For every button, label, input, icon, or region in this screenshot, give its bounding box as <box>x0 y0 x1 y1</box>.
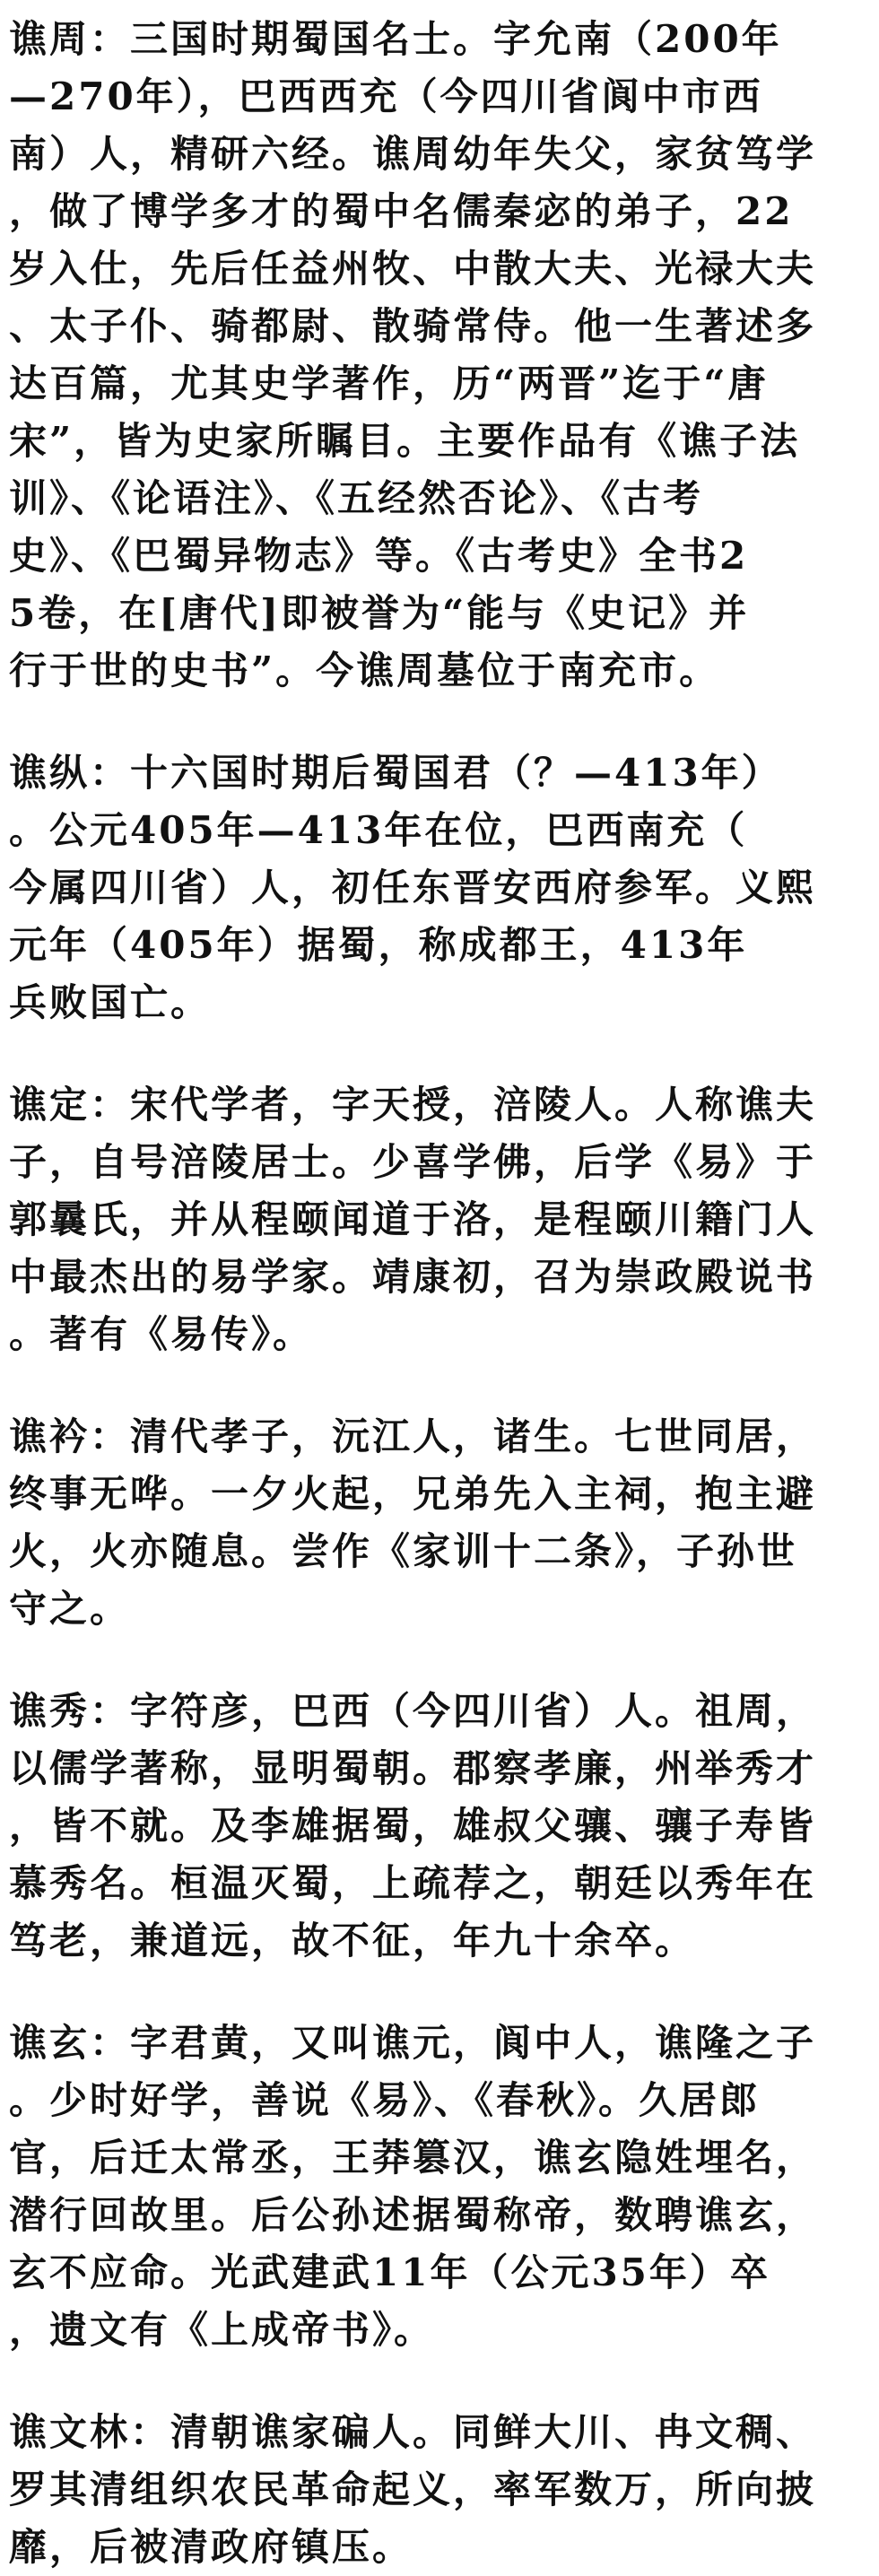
text-line: 子，自号涪陵居士。少喜学佛，后学《易》于 <box>9 1140 817 1184</box>
biography-entry <box>9 11 870 700</box>
text-line: 火，火亦随息。尝作《家训十二条》，子孙世 <box>9 1529 798 1573</box>
text-line: 今属四川省）人，初任东晋安西府参军。义熙 <box>9 866 817 909</box>
text-line: 玄不应命。光武建武11年（公元35年）卒 <box>9 2250 770 2294</box>
text-line: ，遗文有《上成帝书》。 <box>9 2308 435 2352</box>
biography-entry <box>9 1408 870 1638</box>
biography-entry <box>9 2404 870 2576</box>
text-line: 达百篇，尤其史学著作，历“两晋”迄于“唐 <box>9 361 769 405</box>
text-line: 。著有《易传》。 <box>9 1312 314 1356</box>
text-line: 南）人，精研六经。谯周幼年失父，家贫笃学 <box>9 132 817 176</box>
text-line: 训》、《论语注》、《五经然否论》、《古考 <box>9 476 704 520</box>
biography-entry <box>9 1683 870 1970</box>
text-line: 潜行回故里。后公孙述据蜀称帝，数聘谯玄， <box>9 2193 817 2237</box>
text-line: 谯玄：字君黄，又叫谯元，阆中人，谯隆之子 <box>9 2021 817 2065</box>
text-line: 谯纵：十六国时期后蜀国君（？—413年） <box>9 751 782 795</box>
text-line: 终事无哗。一夕火起，兄弟先入主祠，抱主避 <box>9 1472 817 1516</box>
text-line: 中最杰出的易学家。靖康初，召为崇政殿说书 <box>9 1255 817 1299</box>
text-line: 。少时好学，善说《易》、《春秋》。久居郎 <box>9 2078 761 2122</box>
biography-list <box>9 11 870 2576</box>
text-line: 谯定：宋代学者，字天授，涪陵人。人称谯夫 <box>9 1083 817 1127</box>
text-line: 。公元405年—413年在位，巴西南充（ <box>9 808 748 852</box>
text-line: ，做了博学多才的蜀中名儒秦宓的弟子，22 <box>9 189 794 233</box>
text-line: 岁入仕，先后任益州牧、中散大夫、光禄大夫 <box>9 247 817 291</box>
text-line: 兵败国亡。 <box>9 980 212 1024</box>
text-line: 、太子仆、骑都尉、散骑常侍。他一生著述多 <box>9 304 817 348</box>
text-line: 谯秀：字符彦，巴西（今四川省）人。祖周， <box>9 1689 817 1733</box>
biography-entry <box>9 2015 870 2359</box>
text-line: —270年），巴西西充（今四川省阆中市西 <box>9 74 763 118</box>
text-line: 谯周：三国时期蜀国名士。字允南（200年 <box>9 17 782 61</box>
text-line: ，皆不就。及李雄据蜀，雄叔父骧、骧子寿皆 <box>9 1804 817 1848</box>
text-line: 元年（405年）据蜀，称成都王，413年 <box>9 923 748 967</box>
text-line: 谯衿：清代孝子，沅江人，诸生。七世同居， <box>9 1414 817 1458</box>
text-line: 5卷，在[唐代]即被誉为“能与《史记》并 <box>9 591 750 635</box>
text-line: 史》、《巴蜀异物志》等。《古考史》全书2 <box>9 534 749 578</box>
text-line: 靡，后被清政府镇压。 <box>9 2525 413 2569</box>
text-line: 慕秀名。桓温灭蜀，上疏荐之，朝廷以秀年在 <box>9 1861 817 1905</box>
text-line: 行于世的史书”。今谯周墓位于南充市。 <box>9 648 720 692</box>
biography-entry <box>9 1076 870 1363</box>
text-line: 郭曩氏，并从程颐闻道于洛，是程颐川籍门人 <box>9 1197 817 1241</box>
text-line: 官，后迁太常丞，王莽篡汉，谯玄隐姓埋名， <box>9 2136 817 2180</box>
text-line: 守之。 <box>9 1587 131 1631</box>
text-line: 谯文林：清朝谯家碥人。同鲜大川、冉文稠、 <box>9 2410 817 2454</box>
text-line: 以儒学著称，显明蜀朝。郡察孝廉，州举秀才 <box>9 1746 817 1790</box>
text-line: 宋”，皆为史家所瞩目。主要作品有《谯子法 <box>9 419 801 463</box>
text-line: 罗其清组织农民革命起义，率军数万，所向披 <box>9 2467 817 2511</box>
biography-entry <box>9 744 870 1031</box>
text-line: 笃老，兼道远，故不征，年九十余卒。 <box>9 1919 696 1962</box>
